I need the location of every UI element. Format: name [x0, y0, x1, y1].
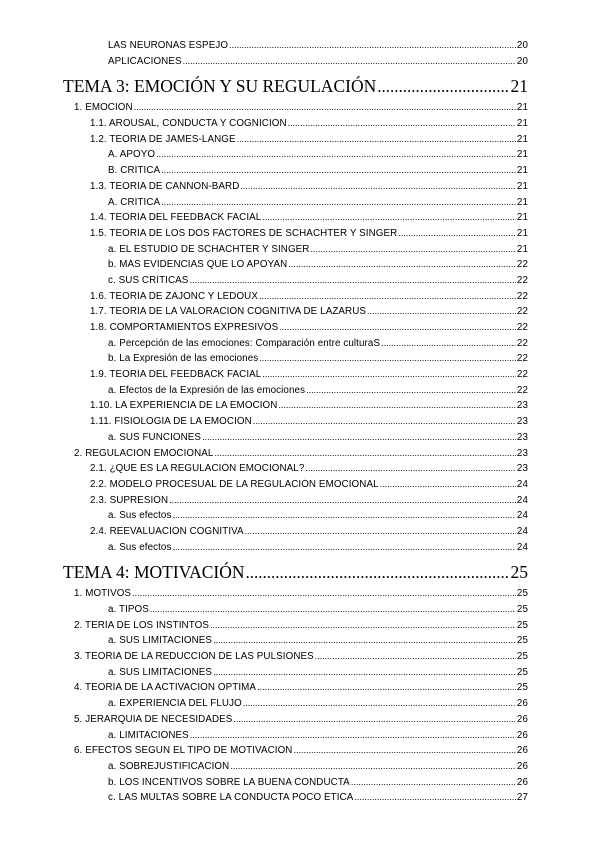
page-number: 20 [516, 40, 528, 51]
dot-leader [259, 291, 516, 302]
toc-heading[interactable] [63, 557, 528, 588]
page-number: 21 [516, 149, 528, 161]
dot-leader [229, 40, 516, 51]
page-number: 24 [516, 494, 528, 506]
dot-leader [172, 542, 515, 553]
dot-leader [213, 667, 516, 678]
toc-entry-title: 1.5. TEORÍA DE LOS DOS FACTORES DE SCHACHTER Y SINGER [90, 227, 398, 239]
toc-entry[interactable] [63, 651, 528, 667]
toc-entry-title: a. SUS FUNCIONES [108, 431, 202, 443]
toc-entry[interactable] [63, 369, 528, 385]
page-number: 25 [516, 682, 528, 694]
page-number: 26 [516, 745, 528, 757]
toc-entry-title: A. APOYO [108, 149, 156, 161]
toc-entry-title: 4. TEORÍA DE LA ACTIVACIÓN ÓPTIMA [74, 682, 257, 694]
toc-entry-title: a. SUS LIMITACIONES [108, 666, 213, 678]
dot-leader [161, 165, 516, 176]
toc-entry[interactable] [63, 792, 528, 808]
toc-entry-title: 1. MOTIVOS [74, 588, 132, 600]
page-number: 24 [516, 478, 528, 490]
toc-entry-title: a. Sus efectos [108, 541, 172, 553]
dot-leader [288, 259, 516, 270]
toc-entry-title: c. LAS MULTAS SOBRE LA CONDUCTA POCO ÉTICA [108, 792, 354, 804]
page-number: 21 [516, 165, 528, 177]
toc-entry[interactable] [63, 181, 528, 197]
dot-leader [288, 118, 516, 129]
page-number: 21 [510, 76, 528, 97]
toc-entry-title: A. CRÍTICA [108, 196, 161, 208]
dot-leader [351, 777, 516, 788]
page-number: 22 [516, 369, 528, 381]
dot-leader [354, 792, 516, 803]
dot-leader [243, 698, 516, 709]
page-number: 22 [516, 259, 528, 271]
toc-entry-title: 1.6. TEORÍA DE ZAJONC Y LEDOUX [90, 290, 258, 302]
toc-entry[interactable] [63, 448, 528, 464]
page-number: 21 [516, 227, 528, 239]
toc-entry[interactable] [63, 526, 528, 542]
page-number: 21 [516, 102, 528, 114]
page-number: 26 [516, 760, 528, 772]
toc-entry[interactable] [63, 322, 528, 338]
dot-leader [134, 102, 516, 113]
dot-leader [161, 197, 516, 208]
dot-leader [183, 56, 516, 67]
dot-leader [278, 400, 515, 411]
dot-leader [306, 385, 516, 396]
dot-leader [213, 635, 516, 646]
page-number: 21 [516, 133, 528, 145]
toc-entry[interactable] [63, 667, 528, 683]
toc-entry[interactable] [63, 588, 528, 604]
toc-entry[interactable] [63, 134, 528, 150]
toc-entry-title: a. SOBREJUSTIFICACIÓN [108, 760, 230, 772]
toc-entry[interactable] [63, 432, 528, 448]
page-number: 22 [516, 290, 528, 302]
dot-leader [210, 620, 516, 631]
toc-entry-title: B. CRÍTICA [108, 165, 161, 177]
dot-leader [259, 353, 516, 364]
dot-leader [310, 244, 515, 255]
dot-leader [262, 369, 516, 380]
page-number: 23 [516, 416, 528, 428]
toc-entry-title: 2. TERÍA DE LOS INSTINTOS [74, 619, 209, 631]
dot-leader [253, 416, 516, 427]
toc-entry-title: 3. TEORÍA DE LA REDUCCIÓN DE LAS PULSIONES [74, 651, 314, 663]
page-number: 22 [516, 306, 528, 318]
dot-leader [237, 134, 516, 145]
page-number: 24 [516, 510, 528, 522]
toc-entry-title: a. Sus efectos [108, 510, 172, 522]
dot-leader [257, 682, 516, 693]
dot-leader [245, 526, 516, 537]
dot-leader [315, 651, 516, 662]
toc-entry[interactable] [63, 542, 528, 558]
page-number: 27 [516, 792, 528, 804]
dot-leader [172, 510, 515, 521]
toc-entry[interactable] [63, 212, 528, 228]
toc-entry-title: a. TIPOS [108, 604, 149, 615]
toc-entry[interactable] [63, 604, 528, 620]
toc-entry[interactable] [63, 479, 528, 495]
toc-entry[interactable] [63, 306, 528, 322]
toc-heading-title: TEMA 3: EMOCIÓN Y SU REGULACIÓN [63, 76, 377, 97]
dot-leader [189, 275, 515, 286]
toc-entry-title: 2.2. MODELO PROCESUAL DE LA REGULACIÓN EMOCIONAL [90, 478, 379, 490]
toc-entry[interactable] [63, 698, 528, 714]
toc-entry[interactable] [63, 777, 528, 793]
dot-leader [132, 588, 516, 599]
toc-entry-title: b. La Expresión de las emociones [108, 353, 259, 365]
toc-entry[interactable] [63, 745, 528, 761]
toc-entry-title: a. Efectos de la Expresión de las emociones [108, 384, 306, 396]
toc-entry[interactable] [63, 620, 528, 636]
dot-leader [380, 479, 516, 490]
page-number: 25 [516, 604, 528, 615]
dot-leader [377, 76, 509, 97]
dot-leader [202, 432, 516, 443]
toc-heading-title: TEMA 4: MOTIVACIÓN [63, 562, 245, 583]
toc-entry[interactable] [63, 635, 528, 651]
toc-entry[interactable] [63, 495, 528, 511]
toc-entry[interactable] [63, 56, 528, 72]
toc-entry-title: c. SUS CRÍTICAS [108, 274, 189, 286]
page-number: 21 [516, 212, 528, 224]
toc-entry[interactable] [63, 102, 528, 118]
toc-entry[interactable] [63, 416, 528, 432]
toc-entry[interactable] [63, 682, 528, 698]
dot-leader [230, 761, 516, 772]
toc-entry-title: LAS NEURONAS ESPEJO [108, 40, 229, 51]
page-number: 26 [516, 729, 528, 741]
toc-entry-title: 1.2. TEORÍA DE JAMES-LANGE [90, 133, 236, 145]
toc-entry[interactable] [63, 165, 528, 181]
toc-entry-title: 1.8. COMPORTAMIENTOS EXPRESIVOS [90, 322, 279, 333]
toc-entry[interactable] [63, 259, 528, 275]
toc-entry[interactable] [63, 400, 528, 416]
dot-leader [305, 463, 515, 474]
dot-leader [150, 604, 516, 615]
dot-leader [190, 730, 516, 741]
page-number: 22 [516, 384, 528, 396]
dot-leader [398, 228, 516, 239]
page-number: 25 [516, 666, 528, 678]
page-number: 22 [516, 322, 528, 333]
page-number: 23 [516, 447, 528, 459]
toc-entry-title: a. EXPERIENCIA DEL FLUJO [108, 698, 242, 710]
toc-entry[interactable] [63, 40, 528, 56]
toc-entry[interactable] [63, 714, 528, 730]
page-number: 25 [516, 651, 528, 663]
dot-leader [367, 306, 516, 317]
page-number: 23 [516, 463, 528, 475]
toc-entry[interactable] [63, 463, 528, 479]
toc-entry-title: a. LIMITACIONES [108, 729, 189, 741]
toc-entry-title: 1. EMOCIÓN [74, 102, 133, 114]
toc-entry-title: 1.10. LA EXPERIENCIA DE LA EMOCIÓN [90, 400, 278, 412]
toc-entry-title: 1.7. TEORÍA DE LA VALORACIÓN COGNITIVA DE LAZARUS [90, 306, 367, 318]
page-number: 22 [516, 353, 528, 365]
toc-entry-title: b. MÁS EVIDENCIAS QUE LO APOYAN [108, 259, 288, 271]
toc-heading[interactable] [63, 71, 528, 102]
toc-entry[interactable] [63, 149, 528, 165]
toc-entry[interactable] [63, 228, 528, 244]
dot-leader [233, 714, 515, 725]
toc-entry-title: 1.11. FISIOLOGÍA DE LA EMOCIÓN [90, 416, 252, 428]
dot-leader [156, 149, 516, 160]
toc-entry-title: APLICACIONES [108, 55, 182, 67]
page-number: 26 [516, 698, 528, 710]
page-number: 20 [516, 55, 528, 67]
page-number: 21 [516, 196, 528, 208]
page-number: 21 [516, 243, 528, 255]
toc-entry[interactable] [63, 244, 528, 260]
toc-entry-title: a. SUS LIMITACIONES [108, 635, 213, 647]
dot-leader [240, 181, 515, 192]
page-number: 21 [516, 118, 528, 130]
page-number: 23 [516, 431, 528, 443]
page-number: 22 [516, 274, 528, 286]
page-number: 25 [510, 562, 528, 583]
toc-entry[interactable] [63, 761, 528, 777]
page-number: 21 [516, 180, 528, 192]
page-number: 23 [516, 400, 528, 412]
page-number: 24 [516, 541, 528, 553]
page-number: 26 [516, 776, 528, 788]
toc-entry-title: 2. REGULACIÓN EMOCIONAL [74, 447, 214, 459]
toc-entry[interactable] [63, 338, 528, 354]
toc-entry[interactable] [63, 291, 528, 307]
dot-leader [279, 322, 516, 333]
dot-leader [169, 495, 516, 506]
toc-entry-title: 1.3. TEORÍA DE CANNON-BARD [90, 180, 240, 192]
toc-entry[interactable] [63, 197, 528, 213]
toc-entry-title: b. LOS INCENTIVOS SOBRE LA BUENA CONDUCTA [108, 776, 350, 788]
dot-leader [262, 212, 516, 223]
page-number: 25 [516, 588, 528, 600]
toc-entry[interactable] [63, 118, 528, 134]
toc-entry-title: 2.1. ¿QUÉ ES LA REGULACIÓN EMOCIONAL? [90, 463, 305, 475]
toc-entry-title: 6. EFECTOS SEGÚN EL TIPO DE MOTIVACIÓN [74, 745, 293, 757]
dot-leader [246, 562, 510, 583]
toc-entry-title: 1.9. TEORÍA DEL FEEDBACK FACIAL [90, 369, 262, 381]
page-number: 25 [516, 635, 528, 647]
toc-entry[interactable] [63, 353, 528, 369]
toc-entry-title: 2.3. SUPRESIÓN [90, 494, 169, 506]
toc-entry[interactable] [63, 730, 528, 746]
dot-leader [293, 745, 515, 756]
toc-entry[interactable] [63, 385, 528, 401]
page-number: 25 [516, 619, 528, 631]
toc-entry[interactable] [63, 275, 528, 291]
dot-leader [215, 448, 516, 459]
toc-entry-title: 5. JERARQUÍA DE NECESIDADES [74, 713, 233, 725]
page-number: 24 [516, 525, 528, 537]
toc-entry-title: a. EL ESTUDIO DE SCHACHTER Y SINGER [108, 243, 310, 255]
toc-entry[interactable] [63, 510, 528, 526]
table-of-contents [63, 40, 528, 808]
toc-entry-title: a. Percepción de las emociones: Comparación entre culturaS [108, 337, 381, 349]
toc-entry-title: 1.4. TEORÍA DEL FEEDBACK FACIAL [90, 212, 262, 224]
dot-leader [381, 338, 516, 349]
toc-entry-title: 2.4. REEVALUACIÓN COGNITIVA [90, 525, 244, 537]
page-number: 26 [516, 713, 528, 725]
page-number: 22 [516, 337, 528, 349]
toc-entry-title: 1.1. AROUSAL, CONDUCTA Y COGNICIÓN [90, 118, 287, 130]
